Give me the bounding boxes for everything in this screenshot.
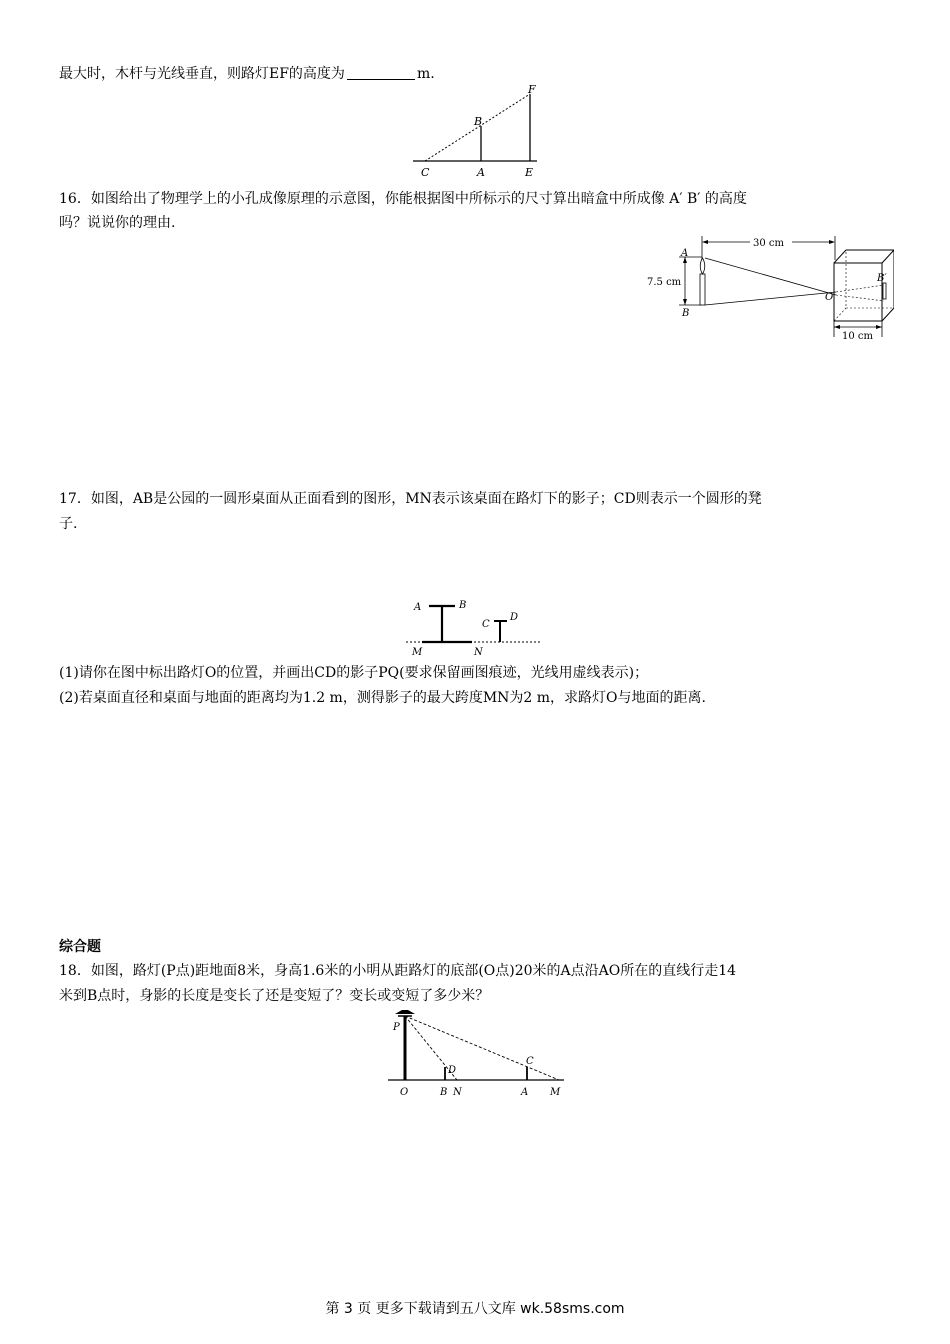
label-b: B	[682, 308, 690, 319]
q15-unit: m.	[416, 66, 435, 82]
box-edge-hidden	[834, 308, 846, 321]
image-ray	[836, 285, 884, 292]
figure-15	[405, 82, 545, 182]
label-f: F	[528, 83, 536, 96]
box-edge	[882, 308, 894, 321]
q15-text	[59, 64, 435, 84]
light-ray	[705, 292, 836, 305]
figure-16	[644, 230, 894, 345]
ray-to-m	[405, 1016, 559, 1080]
q15-sentence: 最大时，木杆与光线垂直，则路灯EF的高度为	[59, 66, 345, 82]
label-o: O	[400, 1087, 409, 1098]
label-d: D	[448, 1065, 457, 1076]
label-b: B	[474, 115, 483, 128]
q17-part-2: (2)若桌面直径和桌面与地面的距离均为1.2 m，测得影子的最大跨度MN为2 m，求路灯O与地面的距离.	[59, 690, 706, 706]
q17-line-1: 17．如图，AB是公园的一圆形桌面从正面看到的图形，MN表示该桌面在路灯下的影子；CD则表示一个圆形的凳	[59, 491, 762, 507]
figure-17	[400, 596, 550, 660]
section-title: 综合题	[59, 939, 101, 955]
candle-flame	[700, 258, 705, 274]
label-a: A	[521, 1087, 529, 1098]
label-b-prime: B′	[877, 273, 887, 284]
answer-blank	[347, 65, 415, 80]
label-c: C	[526, 1056, 534, 1067]
q17-line-2: 子.	[59, 516, 78, 532]
image-ray	[836, 295, 884, 301]
q18-line-1: 18．如图，路灯(P点)距地面8米，身高1.6米的小明从距路灯的底部(O点)20米的A点沿AO所在的直线行走14	[59, 963, 737, 979]
label-c: C	[421, 166, 430, 179]
label-d: D	[510, 612, 519, 623]
lamp-head	[395, 1010, 415, 1014]
label-n: N	[453, 1087, 462, 1098]
box-front	[834, 263, 882, 321]
q16-line-1: 16．如图给出了物理学上的小孔成像原理的示意图，你能根据图中所标示的尺寸算出暗盒中所成像 A′ B′ 的高度	[59, 191, 747, 207]
box-back	[846, 250, 894, 308]
box-edge	[834, 250, 846, 263]
label-n: N	[474, 647, 483, 658]
q17-part-1: (1)请你在图中标出路灯O的位置，并画出CD的影子PQ(要求保留画图痕迹，光线用虚线表示)；	[59, 665, 649, 681]
label-a: A	[477, 166, 485, 179]
label-a: A	[681, 248, 689, 259]
label-m: M	[550, 1087, 561, 1098]
dim-7-5cm: 7.5 cm	[647, 277, 682, 288]
candle-body	[700, 274, 705, 305]
arrow-head	[829, 240, 835, 244]
label-a: A	[414, 602, 422, 613]
label-m: M	[412, 647, 423, 658]
light-ray	[705, 258, 836, 295]
q18-line-2: 米到B点时，身影的长度是变长了还是变短了？变长或变短了多少米？	[59, 988, 490, 1004]
dim-30cm: 30 cm	[753, 238, 784, 249]
label-b: B	[440, 1087, 448, 1098]
label-c: C	[482, 619, 490, 630]
box-edge	[882, 250, 894, 263]
label-o: O	[825, 292, 834, 303]
arrow-head	[834, 325, 840, 329]
arrow-head	[683, 299, 687, 305]
arrow-head	[876, 325, 882, 329]
page-footer: 第 3 页 更多下载请到五八文库 wk.58sms.com	[325, 1301, 625, 1317]
q16-line-2: 吗？说说你的理由.	[59, 215, 176, 231]
figure-18	[384, 1006, 574, 1102]
dim-10cm: 10 cm	[842, 331, 873, 342]
label-e: E	[525, 166, 534, 179]
image-ab	[883, 283, 886, 299]
arrow-head	[702, 240, 708, 244]
label-b: B	[459, 600, 467, 611]
label-p: P	[393, 1022, 400, 1033]
